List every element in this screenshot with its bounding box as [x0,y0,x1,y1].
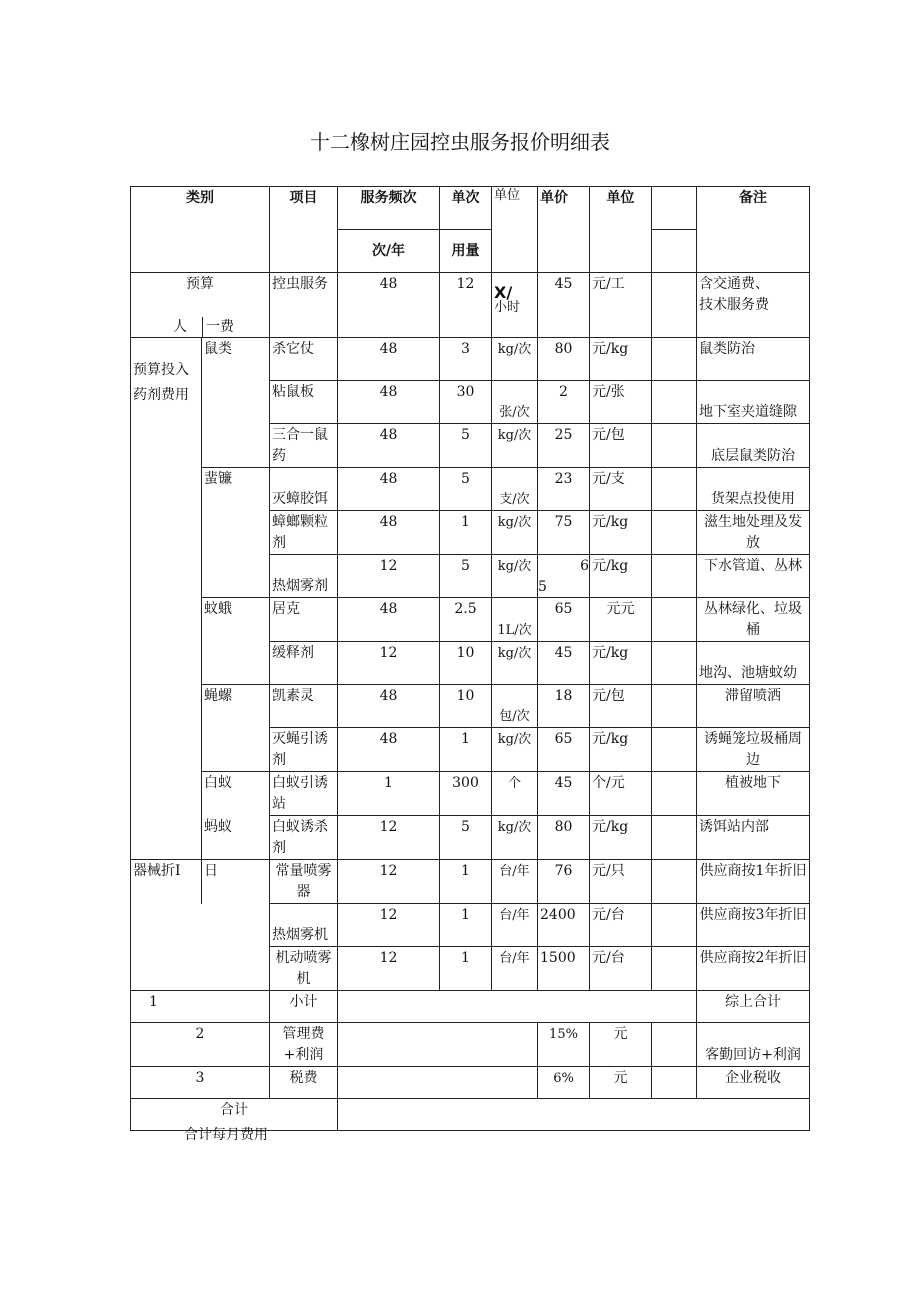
header-single-sub: 用量 [440,230,492,273]
table-row: 三合一鼠药 48 5 kg/次 25 元/包 底层鼠类防治 [131,424,810,468]
header-blank [652,187,697,230]
table-row: 蝇螺 凯素灵 48 10 包/次 18 元/包 滞留喷洒 [131,685,810,728]
header-unit-price: 单价 [538,187,590,273]
table-row: 热烟雾机 12 1 台/年 2400 元/台 供应商按3年折旧 [131,904,810,947]
pest-rat: 鼠类 [202,338,270,468]
header-single: 单次 [440,187,492,230]
table-row: 白蚁 蚂蚁 白蚁引诱站 1 300 个 45 个/元 植被地下 [131,772,810,816]
header-price-unit: 单位 [590,187,652,273]
table-row: 器械折I 日 常量喷雾器 12 1 台/年 76 元/只 供应商按1年折旧 [131,860,810,904]
table-row: 白蚁诱杀剂 12 5 kg/次 80 元/kg 诱饵站内部 [131,816,810,860]
header-frequency: 服务频次 [338,187,440,230]
pest-termite-ant: 白蚁 蚂蚁 [202,772,270,860]
header-blank-2 [652,230,697,273]
footnote: 合计每月费用 [184,1127,268,1143]
page-title: 十二橡树庄园控虫服务报价明细表 [310,130,610,154]
header-row-1 [131,187,810,230]
budget-unit: X/ 小时 [492,273,538,338]
table-row: 蚊蛾 居克 48 2.5 1L/次 65 元元 丛林绿化、垃圾桶 [131,598,810,642]
table-row: 蜚镰 灭蟑胶饵 48 5 支/次 23 元/支 货架点投使用 [131,468,810,511]
summary-row: 1 小计 综上合计 [131,991,810,1023]
budget-price-unit: 元/工 [590,273,652,338]
price-table [130,186,810,1131]
budget-remark: 含交通费、 技术服务费 [697,273,810,338]
equipment-category: 器械折I [131,860,202,904]
budget-frequency: 48 [338,273,440,338]
header-unit: 单位 [492,187,538,273]
table-row: 蟑螂颗粒剂 48 1 kg/次 75 元/kg 滋生地处理及发放 [131,511,810,555]
header-category: 类别 [131,187,270,273]
equipment-sub: 日 [202,860,270,904]
summary-row: 3 税费 6% 元 企业税收 [131,1067,810,1099]
total-label: 合计 [131,1099,338,1131]
budget-category: 预算 人 一费 [131,273,270,338]
table-row: 预算投入药剂费用 鼠类 杀它仗 48 3 kg/次 80 元/kg 鼠类防治 [131,338,810,381]
budget-price: 45 [538,273,590,338]
drug-category: 预算投入药剂费用 [131,338,202,860]
pest-fly: 蝇螺 [202,685,270,772]
budget-row [131,273,810,338]
summary-row: 2 管理费+利润 15% 元 客勤回访+利润 [131,1023,810,1067]
budget-qty: 12 [440,273,492,338]
header-remark: 备注 [697,187,810,273]
header-frequency-unit: 次/年 [338,230,440,273]
table-row: 粘鼠板 48 30 张/次 2 元/张 地下室夹道缝隙 [131,381,810,424]
pest-cockroach: 蜚镰 [202,468,270,598]
budget-blank [652,273,697,338]
budget-item: 控虫服务 [270,273,338,338]
header-item: 项目 [270,187,338,273]
table-row: 灭蝇引诱剂 48 1 kg/次 65 元/kg 诱蝇笼垃圾桶周边 [131,728,810,772]
table-row: 机动喷雾机 12 1 台/年 1500 元/台 供应商按2年折旧 [131,947,810,991]
table-row: 热烟雾剂 12 5 kg/次 6 5 元/kg 下水管道、丛林 [131,555,810,598]
pest-mosquito: 蚊蛾 [202,598,270,685]
table-row: 缓释剂 12 10 kg/次 45 元/kg 地沟、池塘蚊幼 [131,642,810,685]
